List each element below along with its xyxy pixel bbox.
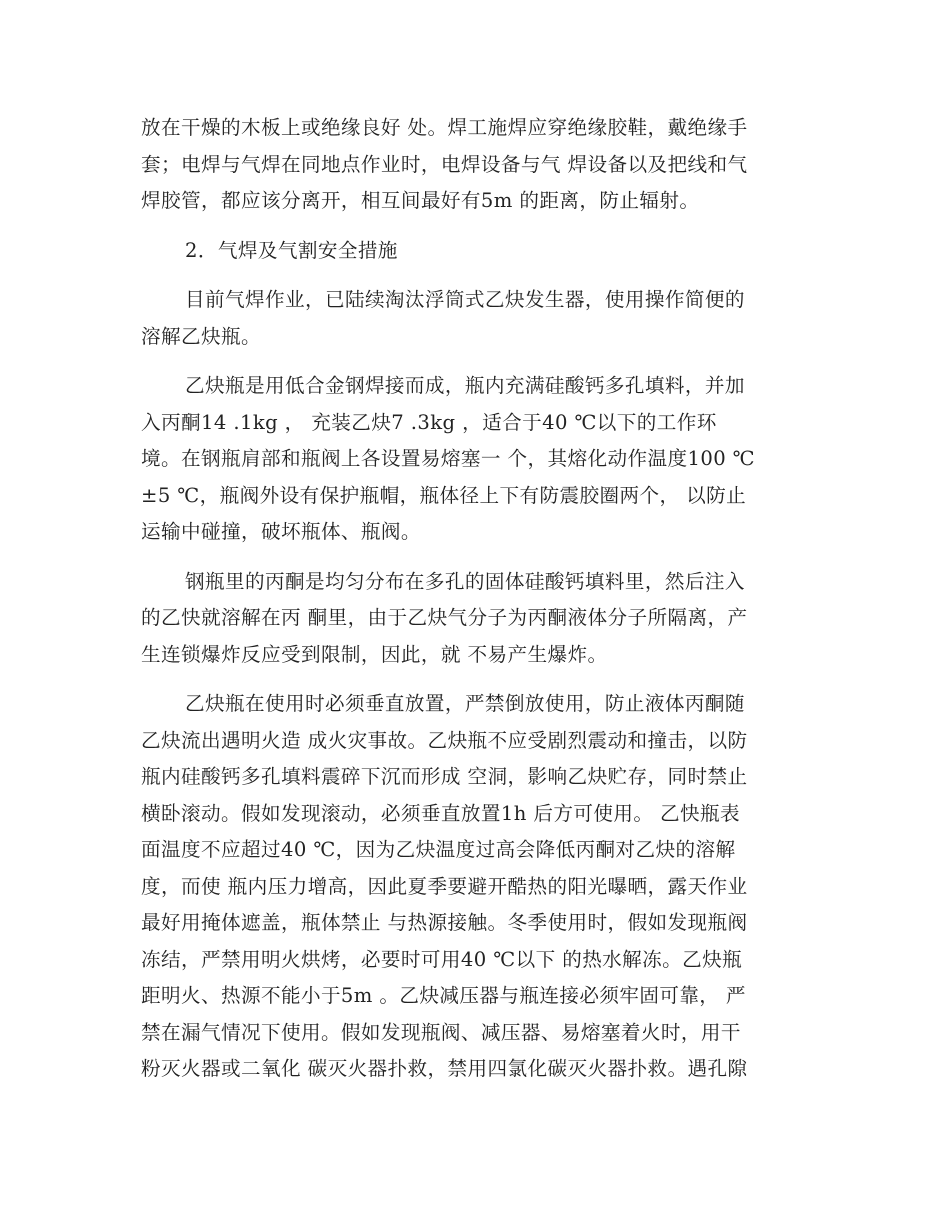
text-line: 乙炔瓶是用低合金钢焊接而成，瓶内充满硅酸钙多孔填料，并加 — [185, 374, 745, 397]
paragraph — [141, 368, 803, 551]
paragraph-gap — [141, 551, 803, 564]
section-heading-text: 2．气焊及气割安全措施 — [185, 238, 398, 262]
text-line: 冻结，严禁用明火烘烤，必要时可用40 ℃以下 的热水解冻。乙炔瓶 — [141, 947, 743, 971]
paragraph-gap — [141, 355, 803, 368]
text-line: 生连锁爆炸反应受到限制，因此，就 不易产生爆炸。 — [141, 642, 608, 666]
text-line: 钢瓶里的丙酮是均匀分布在多孔的固体硅酸钙填料里，然后注入 — [185, 569, 745, 593]
text-line: 最好用掩体遮盖，瓶体禁止 与热源接触。冬季使用时，假如发现瓶阀 — [141, 911, 748, 934]
text-line: 度，而使 瓶内压力增高，因此夏季要避开酷热的阳光曝晒，露天作业 — [141, 874, 748, 898]
text-line: 目前气焊作业，已陆续淘汰浮筒式乙炔发生器，使用操作简便的 — [185, 288, 745, 311]
text-line: 瓶内硅酸钙多孔填料震碎下沉而形成 空洞，影响乙炔贮存，同时禁止 — [141, 765, 748, 788]
text-line: 放在干燥的木板上或绝缘良好 处。焊工施焊应穿绝缘胶鞋，戴绝缘手 — [141, 116, 748, 139]
text-line: 套；电焊与气焊在同地点作业时，电焊设备与气 焊设备以及把线和气 — [141, 152, 748, 176]
paragraph-gap — [141, 220, 803, 233]
paragraph-gap — [141, 269, 803, 282]
text-line: 焊胶管，都应该分离开，相互间最好有5m 的距离，防止辐射。 — [141, 189, 700, 212]
text-line: 粉灭火器或二氧化 碳灭火器扑救，禁用四氯化碳灭火器扑救。遇孔隙 — [141, 1057, 748, 1080]
paragraph — [141, 686, 803, 1088]
text-line: 运输中碰撞，破坏瓶体、瓶阀。 — [141, 520, 421, 543]
text-line: 乙炔流出遇明火造 成火灾事故。乙炔瓶不应受剧烈震动和撞击，以防 — [141, 728, 748, 752]
text-line: 横卧滚动。假如发现滚动，必须垂直放置1h 后方可使用。 乙快瓶表 — [141, 801, 740, 825]
text-line: 入丙酮14 .1kg ， 充装乙炔7 .3kg ，适合于40 ℃以下的工作环 — [141, 410, 717, 434]
text-line: 的乙快就溶解在丙 酮里，由于乙炔气分子为丙酮液体分子所隔离，产 — [141, 606, 748, 629]
section-heading — [141, 233, 803, 270]
text-line: 溶解乙炔瓶。 — [141, 324, 261, 348]
text-line: 距明火、热源不能小于5m 。乙炔减压器与瓶连接必须牢固可靠， 严 — [141, 984, 746, 1007]
paragraph-continued — [141, 110, 803, 220]
text-line: 面温度不应超过40 ℃，因为乙炔温度过高会降低丙酮对乙炔的溶解 — [141, 838, 736, 861]
text-line: 禁在漏气情况下使用。假如发现瓶阀、减压器、易熔塞着火时，用干 — [141, 1020, 741, 1044]
paragraph-gap — [141, 673, 803, 686]
paragraph — [141, 564, 803, 674]
text-line: ±5 ℃，瓶阀外设有保护瓶帽，瓶体径上下有防震胶圈两个， 以防止 — [141, 483, 747, 507]
paragraph — [141, 282, 803, 355]
text-line: 乙炔瓶在使用时必须垂直放置，严禁倒放使用，防止液体丙酮随 — [185, 692, 745, 715]
document-page — [141, 110, 803, 1088]
text-line: 境。在钢瓶肩部和瓶阀上各设置易熔塞一 个，其熔化动作温度100 ℃ — [141, 447, 756, 470]
